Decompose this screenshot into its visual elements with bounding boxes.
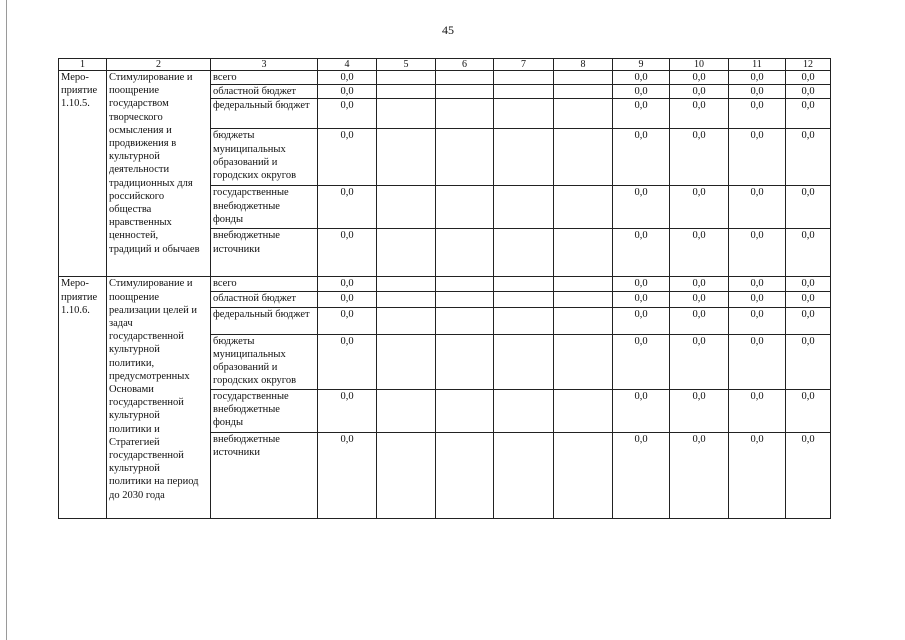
value-cell-12: 0,0	[786, 71, 831, 85]
funding-source-cell	[211, 432, 318, 518]
value-cell-8	[554, 129, 613, 186]
column-number-header: 5	[377, 59, 436, 71]
text-line: политики и	[109, 423, 160, 435]
value-cell-12: 0,0	[786, 277, 831, 291]
value-cell-6	[436, 277, 494, 291]
value-cell-10: 0,0	[670, 389, 729, 432]
value-cell-11: 0,0	[729, 389, 786, 432]
value-cell-10: 0,0	[670, 277, 729, 291]
value-cell-5	[377, 229, 436, 277]
text-line: государственной	[109, 331, 184, 343]
text-line: творческого	[109, 111, 163, 123]
value-cell-5	[377, 389, 436, 432]
text-line: образований и	[213, 362, 278, 374]
value-cell-5	[377, 99, 436, 129]
value-cell-6	[436, 129, 494, 186]
page-number: 45	[442, 23, 454, 37]
column-number-header: 8	[554, 59, 613, 71]
value-cell-9: 0,0	[613, 71, 670, 85]
value-cell-7	[494, 129, 554, 186]
value-cell-9: 0,0	[613, 129, 670, 186]
funding-source-cell	[211, 129, 318, 186]
column-number-header: 3	[211, 59, 318, 71]
text-line: Основами	[109, 384, 154, 396]
value-cell-11: 0,0	[729, 71, 786, 85]
value-cell-12: 0,0	[786, 99, 831, 129]
text-line: федеральный бюджет	[213, 308, 310, 320]
table-row	[59, 277, 831, 291]
value-cell-7	[494, 334, 554, 389]
table-row	[59, 71, 831, 85]
value-cell-4: 0,0	[318, 186, 377, 229]
value-cell-7	[494, 277, 554, 291]
value-cell-8	[554, 291, 613, 307]
value-cell-9: 0,0	[613, 307, 670, 334]
value-cell-9: 0,0	[613, 389, 670, 432]
value-cell-11: 0,0	[729, 307, 786, 334]
text-line: областной бюджет	[213, 86, 296, 98]
value-cell-5	[377, 291, 436, 307]
value-cell-5	[377, 307, 436, 334]
value-cell-8	[554, 432, 613, 518]
text-line: российского	[109, 190, 165, 202]
value-cell-4: 0,0	[318, 229, 377, 277]
value-cell-10: 0,0	[670, 71, 729, 85]
text-line: 1.10.6.	[61, 304, 90, 316]
funding-source-cell	[211, 99, 318, 129]
text-line: Меро-	[61, 72, 89, 83]
measure-title-cell	[107, 277, 211, 518]
text-line: общества	[109, 204, 152, 216]
text-line: реализации целей и	[109, 304, 197, 316]
value-cell-6	[436, 432, 494, 518]
text-line: Стимулирование и	[109, 72, 193, 83]
value-cell-5	[377, 129, 436, 186]
text-line: внебюджетные	[213, 200, 280, 212]
value-cell-12: 0,0	[786, 129, 831, 186]
value-cell-6	[436, 307, 494, 334]
value-cell-7	[494, 186, 554, 229]
value-cell-7	[494, 71, 554, 85]
value-cell-12: 0,0	[786, 186, 831, 229]
text-line: продвижения в	[109, 138, 177, 150]
value-cell-5	[377, 85, 436, 99]
value-cell-5	[377, 334, 436, 389]
value-cell-12: 0,0	[786, 432, 831, 518]
value-cell-4: 0,0	[318, 277, 377, 291]
value-cell-10: 0,0	[670, 307, 729, 334]
text-line: традиций и обычаев	[109, 243, 200, 255]
value-cell-8	[554, 229, 613, 277]
funding-source-cell	[211, 71, 318, 85]
text-line: политики на период	[109, 476, 199, 488]
funding-source-cell	[211, 277, 318, 291]
text-line: источники	[213, 446, 260, 458]
value-cell-11: 0,0	[729, 432, 786, 518]
value-cell-4: 0,0	[318, 291, 377, 307]
value-cell-12: 0,0	[786, 307, 831, 334]
measure-code-cell	[59, 277, 107, 518]
text-line: государственной	[109, 450, 184, 462]
funding-source-cell	[211, 307, 318, 334]
value-cell-12: 0,0	[786, 229, 831, 277]
text-line: фонды	[213, 213, 244, 225]
value-cell-7	[494, 291, 554, 307]
column-number-header: 6	[436, 59, 494, 71]
value-cell-4: 0,0	[318, 389, 377, 432]
value-cell-10: 0,0	[670, 229, 729, 277]
text-line: муниципальных	[213, 143, 286, 155]
text-line: областной бюджет	[213, 292, 296, 304]
text-line: всего	[213, 278, 237, 290]
text-line: всего	[213, 72, 237, 83]
value-cell-11: 0,0	[729, 229, 786, 277]
column-number-header: 12	[786, 59, 831, 71]
value-cell-6	[436, 291, 494, 307]
value-cell-8	[554, 71, 613, 85]
text-line: культурной	[109, 463, 160, 475]
text-line: государственной	[109, 397, 184, 409]
column-number-header: 4	[318, 59, 377, 71]
value-cell-8	[554, 334, 613, 389]
value-cell-8	[554, 389, 613, 432]
value-cell-5	[377, 277, 436, 291]
text-line: деятельности	[109, 164, 170, 176]
value-cell-6	[436, 85, 494, 99]
value-cell-7	[494, 432, 554, 518]
value-cell-11: 0,0	[729, 85, 786, 99]
value-cell-4: 0,0	[318, 99, 377, 129]
funding-table	[58, 58, 831, 519]
value-cell-5	[377, 186, 436, 229]
value-cell-9: 0,0	[613, 277, 670, 291]
funding-source-cell	[211, 186, 318, 229]
text-line: предусмотренных	[109, 370, 190, 382]
text-line: внебюджетные	[213, 230, 280, 242]
measure-code-cell	[59, 71, 107, 277]
funding-source-cell	[211, 291, 318, 307]
value-cell-8	[554, 307, 613, 334]
text-line: образований и	[213, 156, 278, 168]
text-line: политики,	[109, 357, 155, 369]
value-cell-12: 0,0	[786, 334, 831, 389]
value-cell-6	[436, 99, 494, 129]
text-line: федеральный бюджет	[213, 100, 310, 112]
text-line: муниципальных	[213, 348, 286, 360]
text-line: культурной	[109, 410, 160, 422]
value-cell-10: 0,0	[670, 334, 729, 389]
text-line: 1.10.5.	[61, 98, 90, 110]
value-cell-9: 0,0	[613, 334, 670, 389]
text-line: бюджеты	[213, 130, 255, 142]
value-cell-12: 0,0	[786, 291, 831, 307]
text-line: городских округов	[213, 375, 297, 387]
text-line: городских округов	[213, 170, 297, 182]
text-line: традиционных для	[109, 177, 193, 189]
text-line: государственные	[213, 187, 289, 199]
value-cell-5	[377, 432, 436, 518]
text-line: культурной	[109, 151, 160, 163]
text-line: культурной	[109, 344, 160, 356]
text-line: фонды	[213, 417, 244, 429]
value-cell-10: 0,0	[670, 186, 729, 229]
value-cell-11: 0,0	[729, 277, 786, 291]
value-cell-6	[436, 186, 494, 229]
value-cell-6	[436, 71, 494, 85]
value-cell-11: 0,0	[729, 291, 786, 307]
value-cell-7	[494, 307, 554, 334]
value-cell-6	[436, 389, 494, 432]
value-cell-9: 0,0	[613, 85, 670, 99]
value-cell-11: 0,0	[729, 99, 786, 129]
text-line: поощрение	[109, 291, 160, 303]
value-cell-7	[494, 389, 554, 432]
value-cell-11: 0,0	[729, 186, 786, 229]
value-cell-7	[494, 85, 554, 99]
value-cell-8	[554, 277, 613, 291]
value-cell-11: 0,0	[729, 129, 786, 186]
value-cell-4: 0,0	[318, 129, 377, 186]
text-line: источники	[213, 243, 260, 255]
value-cell-7	[494, 99, 554, 129]
value-cell-6	[436, 229, 494, 277]
text-line: ценностей,	[109, 230, 159, 242]
text-line: бюджеты	[213, 335, 255, 347]
text-line: до 2030 года	[109, 489, 165, 501]
funding-source-cell	[211, 229, 318, 277]
value-cell-4: 0,0	[318, 432, 377, 518]
value-cell-10: 0,0	[670, 432, 729, 518]
value-cell-9: 0,0	[613, 186, 670, 229]
value-cell-10: 0,0	[670, 85, 729, 99]
value-cell-10: 0,0	[670, 129, 729, 186]
value-cell-9: 0,0	[613, 291, 670, 307]
text-line: задач	[109, 318, 133, 330]
column-number-header: 10	[670, 59, 729, 71]
value-cell-4: 0,0	[318, 71, 377, 85]
text-line: нравственных	[109, 217, 172, 229]
value-cell-9: 0,0	[613, 229, 670, 277]
value-cell-8	[554, 85, 613, 99]
value-cell-11: 0,0	[729, 334, 786, 389]
value-cell-4: 0,0	[318, 334, 377, 389]
value-cell-8	[554, 186, 613, 229]
value-cell-6	[436, 334, 494, 389]
text-line: Стратегией	[109, 436, 160, 448]
value-cell-4: 0,0	[318, 307, 377, 334]
measure-title-cell	[107, 71, 211, 277]
value-cell-9: 0,0	[613, 432, 670, 518]
column-number-header: 1	[59, 59, 107, 71]
text-line: государственные	[213, 390, 289, 402]
funding-source-cell	[211, 389, 318, 432]
column-number-header: 11	[729, 59, 786, 71]
value-cell-8	[554, 99, 613, 129]
text-line: Меро-	[61, 278, 89, 290]
column-number-row	[59, 59, 831, 71]
text-line: Стимулирование и	[109, 278, 193, 290]
value-cell-5	[377, 71, 436, 85]
text-line: приятие	[61, 291, 98, 303]
column-number-header: 9	[613, 59, 670, 71]
column-number-header: 2	[107, 59, 211, 71]
text-line: внебюджетные	[213, 433, 280, 445]
value-cell-7	[494, 229, 554, 277]
column-number-header: 7	[494, 59, 554, 71]
value-cell-12: 0,0	[786, 389, 831, 432]
scan-left-edge-line	[6, 0, 7, 640]
text-line: приятие	[61, 85, 98, 97]
text-line: государством	[109, 98, 169, 110]
text-line: внебюджетные	[213, 403, 280, 415]
value-cell-4: 0,0	[318, 85, 377, 99]
value-cell-12: 0,0	[786, 85, 831, 99]
funding-source-cell	[211, 334, 318, 389]
value-cell-10: 0,0	[670, 99, 729, 129]
text-line: осмысления и	[109, 124, 172, 136]
text-line: поощрение	[109, 85, 160, 97]
funding-source-cell	[211, 85, 318, 99]
value-cell-9: 0,0	[613, 99, 670, 129]
value-cell-10: 0,0	[670, 291, 729, 307]
